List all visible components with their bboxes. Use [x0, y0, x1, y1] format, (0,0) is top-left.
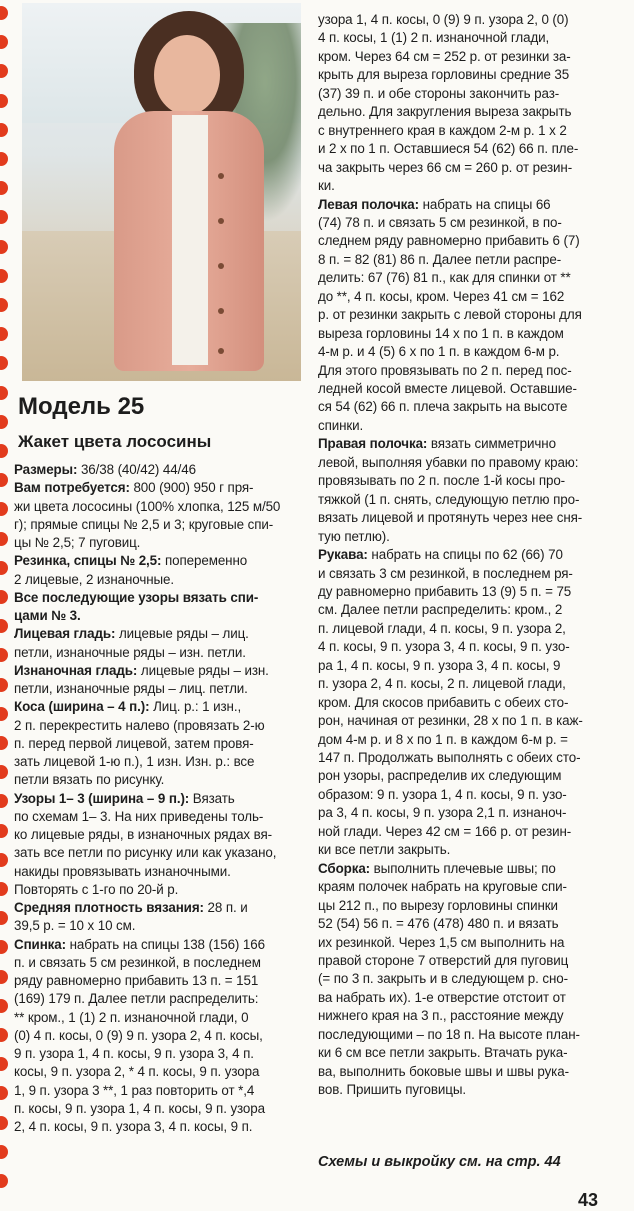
body-text: (169) 179 п. Далее петли распределить: — [14, 991, 259, 1007]
body-text: выполнить плечевые швы; по — [373, 860, 556, 876]
text-line — [318, 1081, 466, 1099]
body-text: п. лицевой глади, 4 п. косы, 9 п. узора 2, — [318, 620, 566, 636]
model-photo — [22, 3, 301, 381]
text-line — [318, 638, 570, 656]
text-line — [318, 435, 556, 453]
binding-hole — [0, 1174, 8, 1188]
body-text: зать все петли по рисунку или как указано, — [14, 845, 277, 861]
body-text: (= по 3 п. закрыть и в следующем р. сно- — [318, 971, 568, 987]
text-line — [318, 804, 566, 822]
binding-hole — [0, 181, 8, 195]
body-text: провязывать по 2 п. после 1-й косы про- — [318, 473, 566, 489]
text-line — [318, 472, 565, 490]
binding-hole — [0, 1145, 8, 1159]
model-title: Модель 25 — [18, 393, 145, 420]
body-text: Лиц. р.: 1 изн., — [153, 699, 242, 715]
body-text: лицевые ряды – изн. — [140, 662, 269, 678]
body-text: п. и связать 5 см резинкой, в последнем — [14, 954, 261, 970]
body-text: вязать симметрично — [430, 436, 556, 452]
body-text: набрать на спицы 138 (156) 166 — [69, 936, 265, 952]
text-line — [318, 952, 568, 970]
text-line — [14, 990, 258, 1008]
body-text: (0) 4 п. косы, 0 (9) 9 п. узора 2, 4 п. косы, — [14, 1027, 263, 1043]
body-text: рон, начиная от резинки, 28 х по 1 п. в каж- — [318, 713, 583, 729]
text-line — [14, 552, 247, 570]
text-line — [14, 917, 135, 935]
body-text: 1, 9 п. узора 3 **, 1 раз повторить от *,4 — [14, 1082, 255, 1098]
body-text: петли вязать по рисунку. — [14, 772, 165, 788]
model-subtitle: Жакет цвета лососины — [18, 432, 212, 451]
binding-hole — [0, 824, 8, 838]
text-line — [14, 826, 272, 844]
body-text: 4-м р. и 4 (5) 6 х по 1 п. в каждом 6-м р. — [318, 344, 560, 360]
body-text: цы 212 п., по вырезу горловины спинки — [318, 897, 558, 913]
text-line — [318, 214, 562, 232]
bold-heading: цами № 3. — [14, 608, 81, 623]
text-line — [318, 343, 559, 361]
body-text: см. Далее петли распределить: кром., 2 — [318, 602, 563, 618]
text-line — [318, 675, 566, 693]
body-text: кром. Через 64 см = 252 р. от резинки за- — [318, 48, 571, 64]
body-text: 2, 4 п. косы, 9 п. узора 3, 4 п. косы, 9 п. — [14, 1119, 253, 1134]
text-line — [318, 306, 582, 324]
text-line — [318, 417, 363, 435]
text-line — [318, 620, 566, 638]
body-text: петли, изнаночные ряды – лиц. петли. — [14, 681, 248, 696]
text-line — [318, 1026, 580, 1044]
text-line — [318, 878, 567, 896]
binding-hole — [0, 35, 8, 49]
body-text: Повторять с 1-го по 20-й р. — [14, 881, 179, 897]
bold-heading: Вам потребуется: — [14, 480, 134, 496]
text-line — [14, 479, 253, 497]
photo-button — [218, 218, 224, 224]
binding-hole — [0, 210, 8, 224]
binding-holes — [0, 0, 14, 1200]
body-text: г); прямые спицы № 2,5 и 3; круговые спи- — [14, 516, 274, 532]
body-text: дом 4-м р. и 8 х по 1 п. в каждом 6-м р. = — [318, 731, 568, 747]
body-text: жи цвета лососины (100% хлопка, 125 м/50 — [14, 498, 281, 514]
body-text: выреза горловины 14 х по 1 п. в каждом — [318, 325, 564, 341]
text-line — [14, 899, 248, 917]
text-line — [14, 790, 235, 808]
photo-button — [218, 263, 224, 269]
text-line — [14, 1100, 265, 1118]
text-line — [318, 749, 580, 767]
bold-heading: Коса (ширина – 4 п.): — [14, 699, 154, 715]
binding-hole — [0, 648, 8, 662]
text-line — [318, 583, 571, 601]
body-text: тую петлю). — [318, 528, 390, 544]
body-text: дельно. Для закругления выреза закрыть — [318, 104, 572, 120]
body-text: их резинкой. Через 1,5 см выполнить на — [318, 934, 565, 950]
text-line — [318, 694, 568, 712]
bold-heading: Размеры: — [14, 462, 81, 477]
binding-hole — [0, 502, 8, 516]
body-text: ва, выполнить боковые швы и швы рука- — [318, 1063, 569, 1079]
body-text: п. перед первой лицевой, затем провя- — [14, 735, 254, 751]
text-line — [318, 29, 549, 47]
text-line — [318, 712, 583, 730]
text-line — [14, 735, 254, 753]
binding-hole — [0, 561, 8, 575]
binding-hole — [0, 298, 8, 312]
body-text: тяжкой (1 п. снять, следующую петлю про- — [318, 491, 580, 507]
text-line — [318, 11, 569, 29]
binding-hole — [0, 619, 8, 633]
text-line — [14, 954, 261, 972]
body-text: вов. Пришить пуговицы. — [318, 1082, 466, 1098]
binding-hole — [0, 678, 8, 692]
text-line — [318, 601, 562, 619]
binding-hole — [0, 327, 8, 341]
body-text: ся 54 (62) 66 п. плеча закрыть на высоте — [318, 399, 568, 415]
binding-hole — [0, 240, 8, 254]
photo-shirt — [172, 115, 208, 365]
text-line — [14, 863, 231, 881]
body-text: п. косы, 9 п. узора 1, 4 п. косы, 9 п. узора — [14, 1100, 265, 1116]
text-line — [14, 625, 249, 643]
body-text: накиды провязывать изнаночными. — [14, 863, 231, 879]
bold-heading: Рукава: — [318, 547, 372, 563]
body-text: узора 1, 4 п. косы, 0 (9) 9 п. узора 2, 0 (0) — [318, 12, 569, 27]
bold-heading: Левая полочка: — [318, 196, 423, 212]
body-text: ной глади. Через 42 см = 166 р. от резин- — [318, 823, 572, 839]
text-line — [318, 731, 568, 749]
body-text: цы № 2,5; 7 пуговиц. — [14, 535, 141, 550]
body-text: Вязать — [192, 790, 235, 806]
body-text: 4 п. косы, 9 п. узора 3, 4 п. косы, 9 п. узо- — [318, 639, 570, 655]
body-text: набрать на спицы 66 — [422, 196, 551, 212]
bold-heading: Спинка: — [14, 936, 70, 952]
body-text: краям полочек набрать на круговые спи- — [318, 879, 567, 895]
binding-hole — [0, 999, 8, 1013]
text-line — [14, 717, 265, 735]
text-line — [318, 177, 335, 195]
text-line — [318, 897, 558, 915]
binding-hole — [0, 473, 8, 487]
bold-heading: Лицевая гладь: — [14, 626, 119, 642]
body-text: ** кром., 1 (1) 2 п. изнаночной глади, 0 — [14, 1009, 249, 1025]
photo-button — [218, 348, 224, 354]
text-line — [318, 380, 577, 398]
binding-hole — [0, 94, 8, 108]
body-text: ледней косой вместе лицевой. Оставшие- — [318, 381, 577, 396]
bold-heading: Средняя плотность вязания: — [14, 900, 208, 915]
text-line — [14, 498, 280, 516]
text-line — [318, 196, 551, 214]
text-line — [14, 1118, 252, 1136]
text-line — [318, 159, 572, 177]
text-line — [318, 565, 573, 583]
bold-heading: Сборка: — [318, 860, 374, 876]
body-text: правой стороне 7 отверстий для пуговиц — [318, 952, 569, 968]
binding-hole — [0, 707, 8, 721]
body-text: делить: 67 (76) 81 п., как для спинки от ** — [318, 270, 571, 286]
body-text: ча закрыть через 66 см = 260 р. от резин- — [318, 159, 573, 175]
body-text: ки все петли закрыть. — [318, 842, 451, 858]
body-text: кром. Для скосов прибавить с обеих сто- — [318, 694, 569, 710]
text-line — [14, 1045, 254, 1063]
body-text: 8 п. = 82 (81) 86 п. Далее петли распре- — [318, 251, 562, 267]
text-line — [318, 362, 572, 380]
text-line — [318, 325, 564, 343]
body-text: спинки. — [318, 417, 364, 433]
binding-hole — [0, 970, 8, 984]
body-text: зать лицевой 1-ю п.), 1 изн. Изн. р.: все — [14, 754, 255, 769]
text-line — [318, 934, 564, 952]
binding-hole — [0, 1086, 8, 1100]
binding-hole — [0, 794, 8, 808]
body-text: 52 (54) 56 п. = 476 (478) 480 п. и вязать — [318, 916, 559, 932]
body-text: 39,5 р. = 10 х 10 см. — [14, 918, 136, 934]
binding-hole — [0, 765, 8, 779]
binding-hole — [0, 415, 8, 429]
text-line — [14, 589, 258, 607]
binding-hole — [0, 356, 8, 370]
body-text: крыть для выреза горловины средние 35 — [318, 67, 570, 83]
body-text: п. узора 2, 4 п. косы, 2 п. лицевой глади, — [318, 676, 566, 692]
body-text: лицевые ряды – лиц. — [118, 626, 249, 642]
photo-face — [154, 35, 220, 115]
text-line — [318, 66, 569, 84]
body-text: 28 п. и — [207, 900, 248, 915]
text-line — [318, 251, 561, 269]
text-line — [318, 546, 563, 564]
text-line — [318, 915, 559, 933]
body-text: косы, 9 п. узора 2, * 4 п. косы, 9 п. узора — [14, 1064, 260, 1080]
text-line — [318, 841, 450, 859]
text-line — [14, 1082, 254, 1100]
text-line — [318, 48, 571, 66]
bold-heading: Резинка, спицы № 2,5: — [14, 553, 166, 569]
binding-hole — [0, 532, 8, 546]
body-text: (37) 39 п. и обе стороны закончить раз- — [318, 85, 560, 101]
binding-hole — [0, 64, 8, 78]
body-text: ду равномерно прибавить 13 (9) 5 п. = 75 — [318, 583, 572, 599]
text-line — [318, 491, 579, 509]
text-line — [14, 662, 269, 680]
bold-heading: Узоры 1– 3 (ширина – 9 п.): — [14, 790, 193, 806]
text-line — [318, 269, 571, 287]
body-text: следнем ряду равномерно прибавить 6 (7) — [318, 233, 580, 249]
text-line — [318, 823, 571, 841]
body-text: набрать на спицы по 62 (66) 70 — [371, 547, 563, 563]
body-text: и связать 3 см резинкой, в последнем ря- — [318, 565, 573, 581]
binding-hole — [0, 1028, 8, 1042]
text-line — [318, 398, 567, 416]
binding-hole — [0, 1116, 8, 1130]
text-line — [318, 140, 578, 158]
binding-hole — [0, 590, 8, 604]
footer-note: Схемы и выкройку см. на стр. 44 — [318, 1154, 561, 1170]
text-line — [318, 509, 582, 527]
body-text: 2 лицевые, 2 изнаночные. — [14, 571, 174, 587]
binding-hole — [0, 444, 8, 458]
page-number: 43 — [578, 1190, 599, 1210]
text-line — [318, 1007, 563, 1025]
text-line — [318, 232, 580, 250]
body-text: последующими – по 18 п. На высоте план- — [318, 1026, 580, 1042]
text-line — [14, 680, 248, 698]
body-text: образом: 9 п. узора 1, 4 п. косы, 9 п. узо- — [318, 786, 567, 802]
text-line — [318, 1044, 567, 1062]
text-line — [14, 753, 254, 771]
body-text: 800 (900) 950 г пря- — [133, 480, 254, 496]
body-text: с внутреннего края в каждом 2-м р. 1 х 2 — [318, 122, 567, 138]
bold-heading: Правая полочка: — [318, 436, 431, 452]
text-line — [318, 288, 564, 306]
body-text: ки 6 см все петли закрыть. Втачать рука- — [318, 1045, 568, 1061]
text-line — [14, 461, 196, 479]
text-line — [14, 881, 178, 899]
text-line — [14, 571, 174, 589]
text-line — [14, 698, 241, 716]
binding-hole — [0, 853, 8, 867]
text-line — [14, 844, 276, 862]
body-text: 9 п. узора 1, 4 п. косы, 9 п. узора 3, 4 п. — [14, 1046, 254, 1061]
binding-hole — [0, 6, 8, 20]
photo-button — [218, 173, 224, 179]
body-text: 4 п. косы, 1 (1) 2 п. изнаночной глади, — [318, 30, 550, 46]
text-line — [14, 808, 263, 826]
binding-hole — [0, 386, 8, 400]
body-text: (74) 78 п. и связать 5 см резинкой, в по- — [318, 214, 562, 230]
text-line — [318, 786, 567, 804]
photo-button — [218, 308, 224, 314]
text-line — [14, 534, 140, 552]
body-text: р. от резинки закрыть с левой стороны для — [318, 307, 582, 323]
text-line — [318, 860, 556, 878]
binding-hole — [0, 882, 8, 896]
text-line — [318, 970, 568, 988]
text-line — [318, 85, 559, 103]
text-line — [318, 454, 578, 472]
body-text: до **, 4 п. косы, кром. Через 41 см = 162 — [318, 288, 565, 304]
body-text: по схемам 1– 3. На них приведены толь- — [14, 808, 264, 824]
body-text: ра 1, 4 п. косы, 9 п. узора 3, 4 п. косы, 9 — [318, 657, 561, 673]
body-text: рон узоры, распределив их следующим — [318, 768, 562, 784]
text-line — [14, 1009, 248, 1027]
bold-heading: Изнаночная гладь: — [14, 662, 141, 678]
body-text: Для этого провязывать по 2 п. перед пос- — [318, 362, 572, 378]
binding-hole — [0, 736, 8, 750]
body-text: ряду равномерно прибавить 13 п. = 151 — [14, 973, 259, 988]
body-text: 36/38 (40/42) 44/46 — [80, 462, 196, 477]
text-line — [14, 1027, 263, 1045]
body-text: ко лицевые ряды, в изнаночных рядах вя- — [14, 827, 273, 842]
text-line — [14, 644, 246, 662]
body-text: ки. — [318, 178, 335, 194]
text-line — [318, 103, 571, 121]
binding-hole — [0, 911, 8, 925]
body-text: ва набрать их). 1-е отверстие отстоит от — [318, 989, 566, 1005]
body-text: левой, выполняя убавки по правому краю: — [318, 454, 579, 470]
body-text: ра 3, 4 п. косы, 9 п. узора 2,1 п. изнаноч- — [318, 805, 567, 821]
body-text: петли, изнаночные ряды – изн. петли. — [14, 644, 246, 660]
bold-heading: Все последующие узоры вязать спи- — [14, 589, 259, 605]
text-line — [14, 607, 81, 625]
text-line — [318, 767, 561, 785]
body-text: попеременно — [165, 553, 248, 569]
text-line — [318, 122, 567, 140]
text-line — [318, 1063, 569, 1081]
text-line — [14, 972, 258, 990]
body-text: нижнего края на 3 п., расстояние между — [318, 1008, 564, 1024]
binding-hole — [0, 1057, 8, 1071]
text-line — [14, 516, 273, 534]
text-line — [14, 771, 164, 789]
binding-hole — [0, 269, 8, 283]
binding-hole — [0, 152, 8, 166]
text-line — [318, 657, 560, 675]
text-line — [318, 989, 566, 1007]
text-line — [318, 528, 390, 546]
binding-hole — [0, 940, 8, 954]
text-line — [14, 1063, 259, 1081]
body-text: и 2 х по 1 п. Оставшиеся 54 (62) 66 п. пле- — [318, 141, 579, 157]
body-text: 2 п. перекрестить налево (провязать 2-ю — [14, 717, 265, 733]
body-text: вязать лицевой и протянуть через нее сня- — [318, 510, 583, 526]
text-line — [14, 936, 265, 954]
body-text: 147 п. Продолжать выполнять с обеих сто- — [318, 750, 581, 765]
binding-hole — [0, 123, 8, 137]
